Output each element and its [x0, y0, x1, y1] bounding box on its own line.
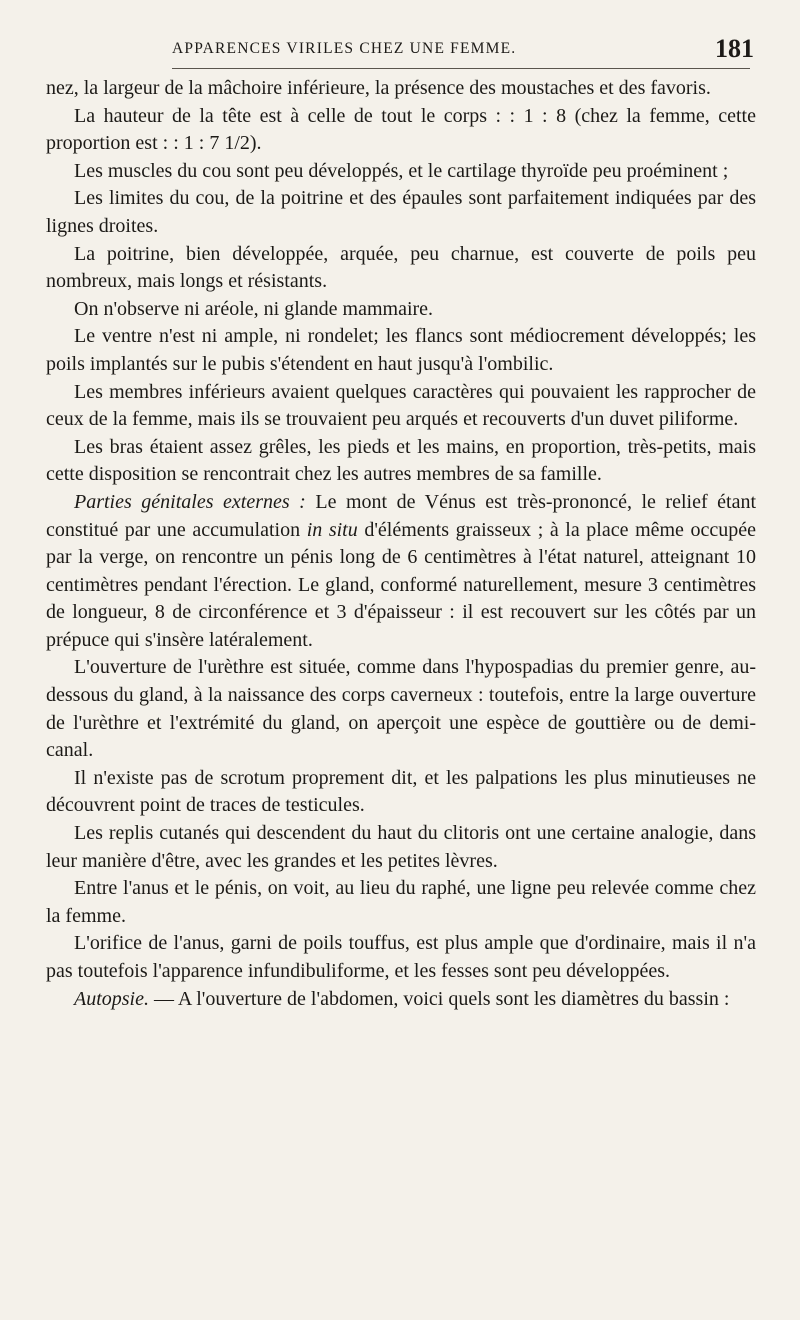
paragraph: Les bras étaient assez grêles, les pieds et les mains, en proportion, très-petits, mais cette disposition se rencontrait chez les autres membres de sa famille. [46, 435, 756, 486]
paragraph: La poitrine, bien développée, arquée, peu charnue, est couverte de poils peu nombreux, mais longs et résistants. [46, 242, 756, 293]
running-title: APPARENCES VIRILES CHEZ UNE FEMME. [172, 40, 517, 57]
section-lead: Parties génitales externes : [74, 490, 306, 513]
paragraph: Les membres inférieurs avaient quelques caractères qui pouvaient les rapprocher de ceux de la femme, mais ils se trouvaient peu arqués et recouverts d'un duvet piliforme. [46, 380, 756, 431]
body-text [46, 75, 756, 1013]
paragraph: Le ventre n'est ni ample, ni rondelet; les flancs sont médiocrement développés; les poils implantés sur le pubis s'étendent en haut jusqu'à l'ombilic. [46, 325, 756, 375]
paragraph: On n'observe ni aréole, ni glande mammaire. [74, 297, 434, 320]
paragraph [46, 489, 756, 655]
paragraph: nez, la largeur de la mâchoire inférieure, la présence des moustaches et des favoris. [46, 77, 711, 99]
latin-term: in situ [306, 518, 358, 541]
paragraph-text: — A l'ouverture de l'abdomen, voici quels sont les diamètres du bassin : [149, 987, 730, 1010]
paragraph: L'orifice de l'anus, garni de poils touffus, est plus ample que d'ordinaire, mais il n'a pas toutefois l'apparence infundibuliforme, et les fesses sont peu développées. [46, 932, 756, 982]
paragraph: Les limites du cou, de la poitrine et des épaules sont parfaitement indiquées par des lignes droites. [46, 187, 756, 237]
paragraph: Les muscles du cou sont peu développés, et le cartilage thyroïde peu proéminent ; [74, 159, 729, 182]
paragraph: Les replis cutanés qui descendent du haut du clitoris ont une certaine analogie, dans leur manière d'être, avec les grandes et les petites lèvres. [46, 822, 756, 872]
paragraph-text: d'éléments graisseux ; à la place même occupée par la verge, on rencontre un pénis long de 6 centimètres à l'état naturel, atteignant 10 centimètres pendant l'érection. Le gland, conformé naturellement, mesure 3 centimètres de longueur, 8 de circonférence et 3 d'épaisseur : il est recouvert sur les côtés par un prépuce qui s'insère latéralement. [46, 518, 757, 651]
paragraph: Il n'existe pas de scrotum proprement dit, et les palpations les plus minutieuses ne découvrent point de traces de testicules. [46, 766, 756, 817]
running-head [172, 34, 754, 69]
paragraph: L'ouverture de l'urèthre est située, comme dans l'hypospadias du premier genre, au-dessous du gland, à la naissance des corps caverneux : toutefois, entre la large ouverture de l'urèthre et l'extrémité du gland, on aperçoit une espèce de gouttière ou de demi-canal. [46, 656, 756, 762]
section-lead: Autopsie. [74, 987, 149, 1010]
page-number: 181 [715, 34, 754, 63]
paragraph-text: Le mont de Vénus est très-prononcé, le relief étant constitué par une accumulation [46, 490, 757, 541]
paragraph: La hauteur de la tête est à celle de tout le corps : : 1 : 8 (chez la femme, cette proportion est : : 1 : 7 1/2). [46, 104, 756, 155]
paragraph: Entre l'anus et le pénis, on voit, au lieu du raphé, une ligne peu relevée comme chez la femme. [46, 877, 756, 927]
paragraph [46, 986, 756, 1014]
